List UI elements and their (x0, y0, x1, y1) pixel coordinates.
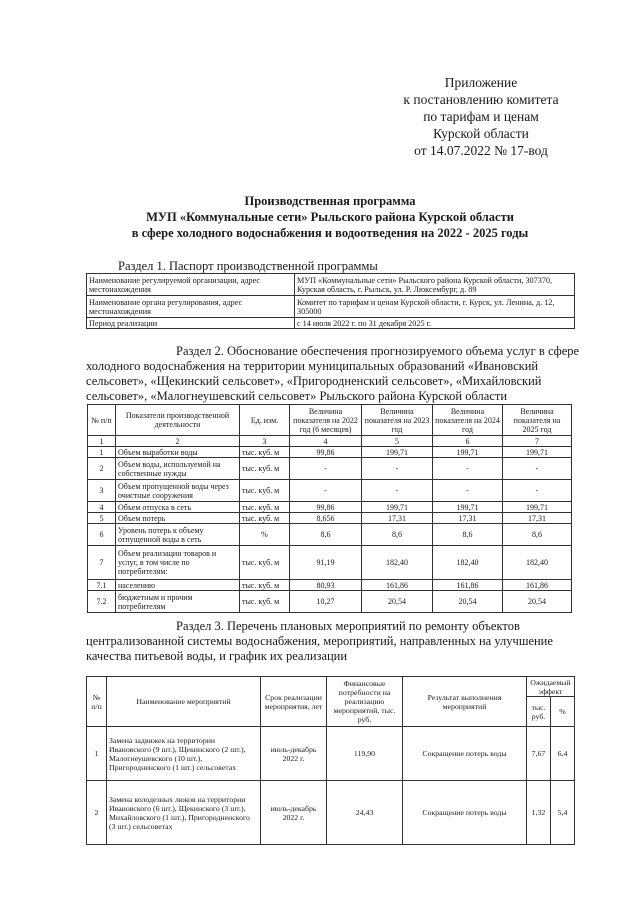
cell-value: 17,31 (362, 513, 433, 524)
cell-value: 199,71 (362, 502, 433, 513)
col-header: Наименование мероприятий (107, 677, 261, 727)
cell-effect-pct: 6,4 (551, 727, 575, 781)
col-header: Показатели производственной деятельности (116, 405, 240, 436)
cell-indicator: Объем отпуска в сеть (116, 502, 240, 513)
table-row (87, 781, 575, 845)
cell-value: - (362, 458, 433, 480)
cell-value: - (433, 458, 503, 480)
table-row (88, 546, 572, 580)
col-number: 7 (503, 436, 572, 447)
cell-value: 99,86 (290, 447, 362, 458)
cell-value: - (290, 480, 362, 502)
cell-value: 80,93 (290, 580, 362, 591)
cell-effect-pct: 5,4 (551, 781, 575, 845)
cell-unit: тыс. куб. м (240, 591, 290, 613)
col-header: № п/п (88, 405, 116, 436)
col-number: 3 (240, 436, 290, 447)
document-title (60, 193, 600, 241)
cell-value: 8,656 (290, 513, 362, 524)
table-row (88, 524, 572, 546)
cell-unit: тыс. куб. м (240, 546, 290, 580)
title-line: МУП «Коммунальные сети» Рыльского района Курской области (146, 210, 514, 224)
cell-unit: тыс. куб. м (240, 580, 290, 591)
table-row (88, 480, 572, 502)
cell-indicator: Объем воды, используемой на собственные нужды (116, 458, 240, 480)
cell-indicator: населению (116, 580, 240, 591)
cell-value: 199,71 (433, 502, 503, 513)
section3-line: качества питьевой воды, и график их реализации (86, 649, 348, 663)
cell-num: 6 (88, 524, 116, 546)
section2-line: Раздел 2. Обоснование обеспечения прогнозируемого объема услуг в сфере (176, 344, 580, 358)
cell-num: 7.2 (88, 591, 116, 613)
cell-indicator: Объем выработки воды (116, 447, 240, 458)
section3-line: Раздел 3. Перечень плановых мероприятий по ремонту объектов (176, 619, 520, 633)
cell-effect-rub: 7,67 (527, 727, 551, 781)
col-header: Результат выполнения мероприятий (403, 677, 527, 727)
cell-value: 161,86 (503, 580, 572, 591)
cell-num: 2 (88, 458, 116, 480)
cell-indicator: Объем реализации товаров и услуг, в том числе по потребителям: (116, 546, 240, 580)
cell-unit: тыс. куб. м (240, 458, 290, 480)
cell-measure: Замена колодезных люков на территории Ивановского (6 шт.), Щекинского (3 шт.), Михайловского (1 шт.), Пригородненского (3 шт.) сельсоветах (107, 781, 261, 845)
appendix-block (386, 74, 576, 159)
cell-value: 8,6 (503, 524, 572, 546)
passport-label: Наименование регулируемой организации, адрес местонахождения (87, 274, 295, 296)
appendix-date: от 14.07.2022 № 17-вод (414, 143, 548, 158)
col-number: 5 (362, 436, 433, 447)
passport-label: Период реализации (87, 318, 295, 329)
table-header-row (88, 405, 572, 436)
cell-value: 99,86 (290, 502, 362, 513)
cell-value: 17,31 (503, 513, 572, 524)
cell-measure: Замена задвижек на территории Ивановского (9 шт.), Щекинского (2 шт.), Малогнеушевского (10 шт.), Пригородненского (1 шт.) сельсоветах (107, 727, 261, 781)
table-row (88, 447, 572, 458)
col-header: тыс. руб. (527, 697, 551, 727)
cell-value: - (503, 458, 572, 480)
section2-line: холодного водоснабжения на территории муниципальных образований «Ивановский (86, 359, 539, 373)
cell-num: 7.1 (88, 580, 116, 591)
cell-value: 8,6 (290, 524, 362, 546)
cell-value: 182,40 (362, 546, 433, 580)
col-number: 1 (88, 436, 116, 447)
col-header: Ожидаемый эффект (527, 677, 575, 697)
title-line: в сфере холодного водоснабжения и водоотведения на 2022 - 2025 годы (131, 226, 529, 240)
cell-num: 2 (87, 781, 107, 845)
cell-value: 91,19 (290, 546, 362, 580)
cell-term: июль-декабрь 2022 г. (261, 781, 327, 845)
col-number: 6 (433, 436, 503, 447)
cell-value: - (290, 458, 362, 480)
cell-num: 1 (87, 727, 107, 781)
cell-num: 1 (88, 447, 116, 458)
section1-heading: Раздел 1. Паспорт производственной программы (118, 259, 378, 273)
col-header: % (551, 697, 575, 727)
table-row (88, 513, 572, 524)
cell-value: 8,6 (362, 524, 433, 546)
col-header: Величина показателя на 2023 год (362, 405, 433, 436)
cell-num: 7 (88, 546, 116, 580)
cell-unit: тыс. куб. м (240, 502, 290, 513)
cell-unit: тыс. куб. м (240, 480, 290, 502)
cell-value: 10,27 (290, 591, 362, 613)
section2-line: сельсовет», «Малогнеушевский сельсовет» Рыльского района Курской области (86, 389, 508, 403)
cell-indicator: Объем пропущенной воды через очистные сооружения (116, 480, 240, 502)
cell-indicator: Уровень потерь к объему отпущенной воды в сеть (116, 524, 240, 546)
table-row (87, 296, 575, 318)
cell-num: 3 (88, 480, 116, 502)
appendix-line: по тарифам и ценам (423, 109, 539, 124)
cell-value: 199,71 (433, 447, 503, 458)
cell-finance: 24,43 (327, 781, 403, 845)
col-number: 4 (290, 436, 362, 447)
section3-heading (86, 619, 574, 664)
col-header: Финансовые потребности на реализацию мероприятий, тыс. руб. (327, 677, 403, 727)
cell-value: 199,71 (503, 447, 572, 458)
cell-term: июль-декабрь 2022 г. (261, 727, 327, 781)
production-indicators-table (87, 404, 572, 613)
section2-heading (86, 344, 580, 404)
appendix-line: Приложение (444, 75, 518, 90)
cell-unit: тыс. куб. м (240, 447, 290, 458)
cell-result: Сокращение потерь воды (403, 727, 527, 781)
cell-effect-rub: 1,32 (527, 781, 551, 845)
table-row (88, 580, 572, 591)
table-row (88, 591, 572, 613)
cell-value: 17,31 (433, 513, 503, 524)
cell-value: 161,86 (362, 580, 433, 591)
col-header: Ед. изм. (240, 405, 290, 436)
appendix-line: к постановлению комитета (403, 92, 559, 107)
column-number-row (88, 436, 572, 447)
cell-num: 4 (88, 502, 116, 513)
cell-result: Сокращение потерь воды (403, 781, 527, 845)
planned-measures-table (86, 676, 575, 845)
cell-unit: % (240, 524, 290, 546)
cell-value: 161,86 (433, 580, 503, 591)
col-header: Срок реализации мероприятия, лет (261, 677, 327, 727)
cell-value: 20,54 (433, 591, 503, 613)
cell-value: 20,54 (503, 591, 572, 613)
table-row (87, 274, 575, 296)
cell-value: 199,71 (503, 502, 572, 513)
cell-value: 182,40 (433, 546, 503, 580)
table-row (88, 458, 572, 480)
cell-finance: 119,90 (327, 727, 403, 781)
col-header: Величина показателя на 2025 год (503, 405, 572, 436)
passport-value: МУП «Коммунальные сети» Рыльского района Курской области, 307370, Курская область, г. Рыльск, ул. Р. Люксембург, д. 89 (295, 274, 575, 296)
table-row (87, 727, 575, 781)
section2-line: сельсовет», «Щекинский сельсовет», «Пригородненский сельсовет», «Михайловский (86, 374, 542, 388)
cell-value: 182,40 (503, 546, 572, 580)
cell-value: - (503, 480, 572, 502)
title-line: Производственная программа (244, 194, 416, 208)
col-number: 2 (116, 436, 240, 447)
section3-line: централизованной системы водоснабжения, мероприятий, направленных на улучшение (86, 634, 553, 648)
cell-indicator: бюджетным и прочим потребителям (116, 591, 240, 613)
passport-table (86, 273, 575, 329)
col-header: Величина показателя на 2024 год (433, 405, 503, 436)
cell-value: 199,71 (362, 447, 433, 458)
appendix-line: Курской области (433, 126, 529, 141)
cell-indicator: Объем потерь (116, 513, 240, 524)
col-header: № п/п (87, 677, 107, 727)
col-header: Величина показателя на 2022 год (6 месяцев) (290, 405, 362, 436)
cell-unit: тыс. куб. м (240, 513, 290, 524)
passport-value: Комитет по тарифам и ценам Курской области, г. Курск, ул. Ленина, д. 12, 305000 (295, 296, 575, 318)
table-row (88, 502, 572, 513)
passport-label: Наименование органа регулирования, адрес местонахождения (87, 296, 295, 318)
cell-value: - (362, 480, 433, 502)
cell-num: 5 (88, 513, 116, 524)
table-row (87, 318, 575, 329)
cell-value: 8,6 (433, 524, 503, 546)
cell-value: 20,54 (362, 591, 433, 613)
passport-value: с 14 июля 2022 г. по 31 декабря 2025 г. (295, 318, 575, 329)
cell-value: - (433, 480, 503, 502)
table-header-row (87, 677, 575, 697)
